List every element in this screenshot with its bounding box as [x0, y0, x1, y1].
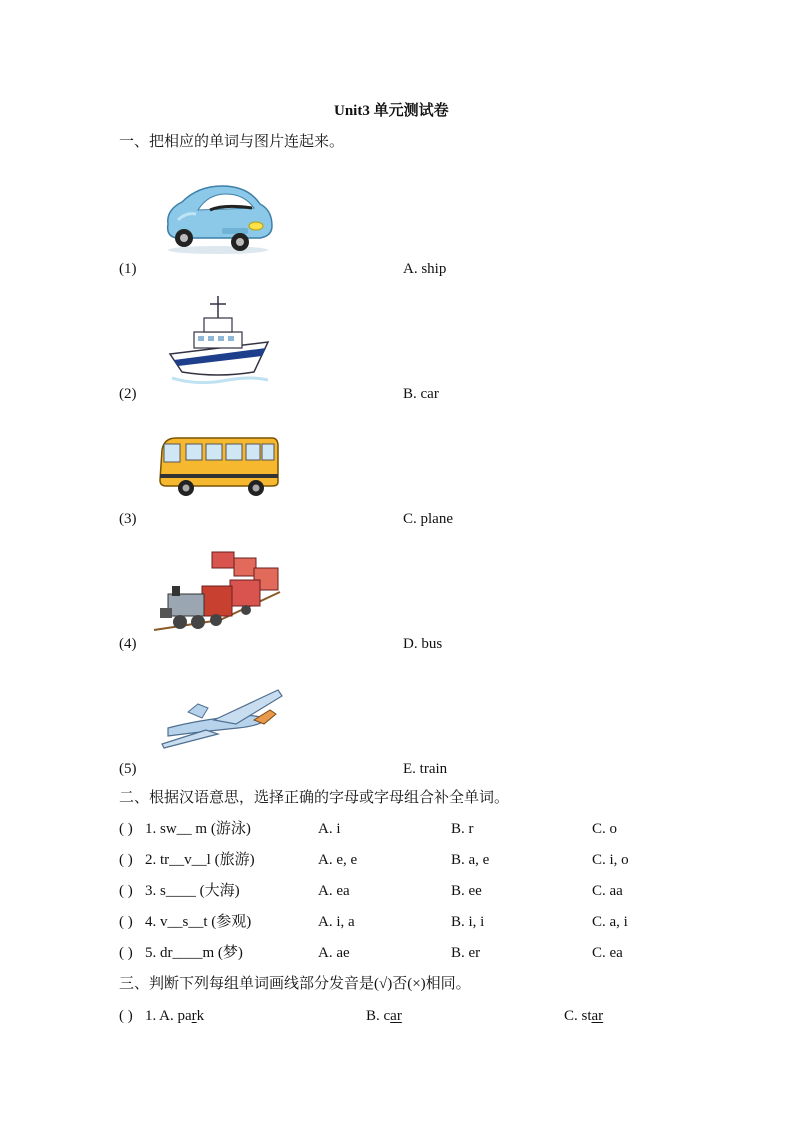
- answer-paren[interactable]: ( ): [119, 852, 133, 868]
- page-title: Unit3 单元测试卷: [334, 103, 449, 119]
- car-icon: [160, 180, 276, 256]
- item-number: (1): [119, 261, 137, 277]
- option-b: B. er: [451, 945, 481, 961]
- answer-paren[interactable]: ( ): [119, 1008, 133, 1024]
- option-a: A. ea: [318, 883, 350, 899]
- section3-heading: 三、判断下列每组单词画线部分发音是(√)否(×)相同。: [119, 976, 471, 992]
- question-text: 1. sw__ m (游泳): [145, 821, 251, 837]
- answer-paren[interactable]: ( ): [119, 821, 133, 837]
- word-option: D. bus: [403, 636, 443, 652]
- option-c: C. o: [592, 821, 618, 837]
- option-a: A. i: [318, 821, 341, 837]
- option-c: C. ea: [592, 945, 623, 961]
- option-c-prefix: C. st: [564, 1008, 592, 1024]
- word-option: B. car: [403, 386, 439, 402]
- question-option-b: [366, 1009, 402, 1024]
- option-b: B. a, e: [451, 852, 490, 868]
- option-b-prefix: B. c: [366, 1008, 391, 1024]
- plane-icon: [158, 686, 286, 750]
- item-number: (4): [119, 636, 137, 652]
- answer-paren[interactable]: ( ): [119, 945, 133, 961]
- question-text: 5. dr____m (梦): [145, 945, 243, 961]
- item-number: (3): [119, 511, 137, 527]
- option-c: C. a, i: [592, 914, 628, 930]
- item-number: (2): [119, 386, 137, 402]
- option-a: A. ae: [318, 945, 350, 961]
- option-c: C. aa: [592, 883, 623, 899]
- option-b: B. i, i: [451, 914, 485, 930]
- answer-paren[interactable]: ( ): [119, 883, 133, 899]
- word-option: A. ship: [403, 261, 447, 277]
- section1-heading: 一、把相应的单词与图片连起来。: [119, 134, 345, 150]
- option-a-rest: k: [196, 1008, 205, 1024]
- option-c: C. i, o: [592, 852, 629, 868]
- question-text: 3. s____ (大海): [145, 883, 240, 899]
- question-text: 2. tr__v__l (旅游): [145, 852, 255, 868]
- section2-heading: 二、根据汉语意思，选择正确的字母或字母组合补全单词。: [119, 790, 510, 806]
- question-option-c: [564, 1009, 603, 1024]
- item-number: (5): [119, 761, 137, 777]
- option-b: B. r: [451, 821, 474, 837]
- option-b: B. ee: [451, 883, 482, 899]
- word-option: C. plane: [403, 511, 453, 527]
- word-option: E. train: [403, 761, 448, 777]
- option-a: A. i, a: [318, 914, 355, 930]
- question-text: 4. v__s__t (参观): [145, 914, 252, 930]
- underlined-part: r: [191, 1008, 197, 1024]
- option-a: A. e, e: [318, 852, 358, 868]
- answer-paren[interactable]: ( ): [119, 914, 133, 930]
- underlined-part: ar: [591, 1008, 604, 1024]
- underlined-part: ar: [390, 1008, 402, 1024]
- bus-icon: [158, 434, 282, 498]
- option-a-prefix: 1. A. pa: [145, 1008, 192, 1024]
- train-icon: [150, 548, 284, 638]
- ship-icon: [168, 294, 272, 388]
- question-option-a: [145, 1009, 204, 1024]
